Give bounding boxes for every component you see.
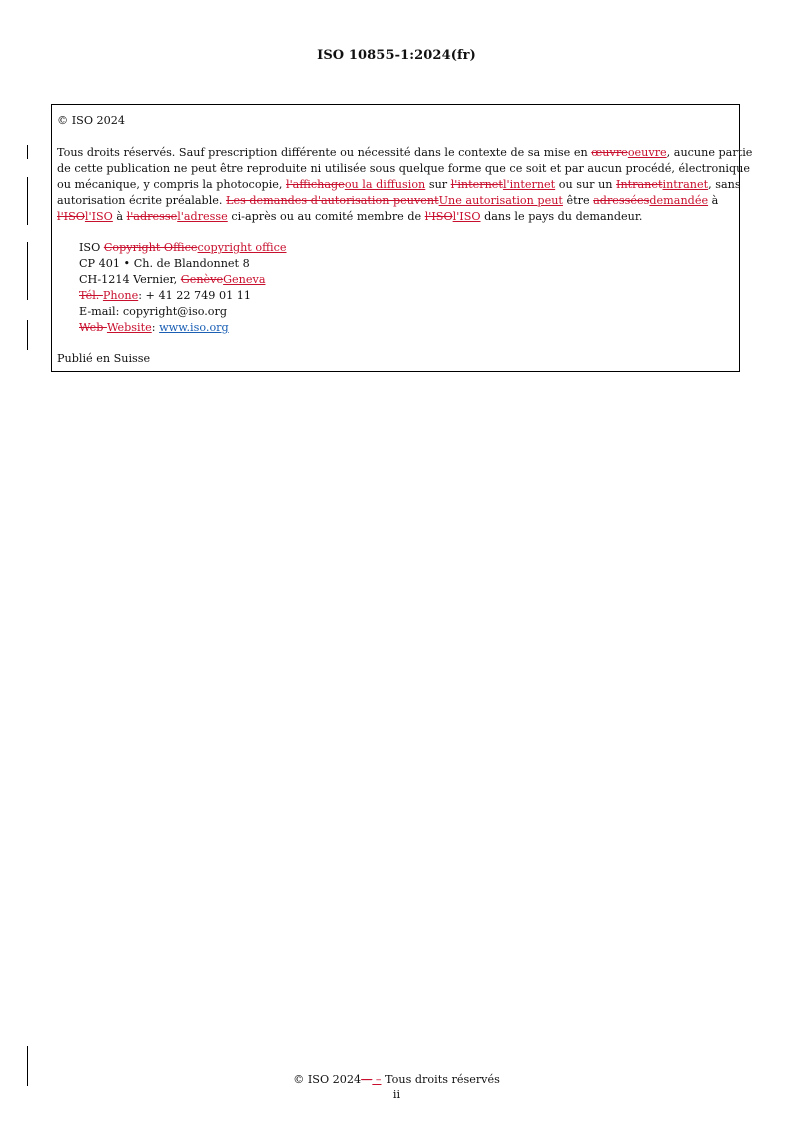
deleted-text: Genève [180, 273, 224, 286]
website-link[interactable]: www.iso.org [159, 321, 229, 334]
document-header-title: ISO 10855-1:2024(fr) [317, 48, 476, 63]
inserted-text: l'internet [502, 178, 556, 191]
inserted-text: Website [106, 321, 152, 334]
published-in: Publié en Suisse [57, 352, 151, 365]
deleted-text: — [361, 1073, 373, 1086]
deleted-text: Les demandes d'autorisation peuvent [226, 194, 439, 207]
inserted-text: intranet [662, 178, 709, 191]
deleted-text: œuvre [591, 146, 628, 159]
rights-paragraph [57, 145, 753, 225]
change-bar [27, 320, 28, 350]
inserted-text: demandée [649, 194, 709, 207]
inserted-text: – [372, 1073, 382, 1086]
inserted-text: ou la diffusion [344, 178, 426, 191]
inserted-text: l'ISO [84, 210, 113, 223]
inserted-text: Une autorisation peut [438, 194, 563, 207]
rights-line-3: ou mécanique, y compris la photocopie, l'affichageou la diffusion sur l'internetl'internet ou sur un Intranetintranet, sans [57, 178, 741, 191]
inserted-text: oeuvre [627, 146, 667, 159]
inserted-text: l'ISO [452, 210, 481, 223]
address-line-street: CP 401 • Ch. de Blandonnet 8 [79, 257, 250, 270]
inserted-text: copyright office [197, 241, 287, 254]
rights-line-2: de cette publication ne peut être reproduite ni utilisée sous quelque forme que ce soit et par aucun procédé, électronique [57, 162, 750, 175]
address-line-city: CH-1214 Vernier, GenèveGeneva [79, 273, 266, 286]
inserted-text: l'adresse [177, 210, 228, 223]
deleted-text: l'ISO [57, 210, 85, 223]
change-bar [27, 242, 28, 300]
rights-line-4: autorisation écrite préalable. Les demandes d'autorisation peuventUne autorisation peut être adresséesdemandée à [57, 194, 719, 207]
page-footer [0, 1072, 793, 1102]
page-number: ii [392, 1088, 401, 1101]
rights-line-1: Tous droits réservés. Sauf prescription différente ou nécessité dans le contexte de sa mise en œuvreoeuvre, aucune partie [57, 146, 753, 159]
deleted-text: Tél. [79, 289, 103, 302]
deleted-text: Web [79, 321, 107, 334]
inserted-text: Geneva [223, 273, 266, 286]
inserted-text: Phone [102, 289, 139, 302]
address-line-email: E-mail: copyright@iso.org [79, 305, 228, 318]
deleted-text: l'affichage [286, 178, 345, 191]
address-line-phone: Tél. Phone: + 41 22 749 01 11 [79, 289, 251, 302]
rights-line-5: l'ISOl'ISO à l'adressel'adresse ci-après ou au comité membre de l'ISOl'ISO dans le pays du demandeur. [57, 210, 643, 223]
deleted-text: Copyright Office [103, 241, 198, 254]
deleted-text: l'ISO [424, 210, 453, 223]
address-line-office: ISO Copyright Officecopyright office [79, 241, 287, 254]
deleted-text: Intranet [616, 178, 663, 191]
change-bar [27, 177, 28, 225]
copyright-line: © ISO 2024 [57, 114, 126, 127]
deleted-text: l'internet [450, 178, 503, 191]
address-line-website: Web Website: www.iso.org [79, 321, 229, 334]
change-bar [27, 145, 28, 159]
footer-copyright-line: © ISO 2024— – Tous droits réservés [293, 1073, 500, 1086]
deleted-text: adressées [593, 194, 650, 207]
iso-address-block [57, 240, 734, 336]
deleted-text: l'adresse [126, 210, 178, 223]
copyright-notice-box [51, 104, 753, 372]
